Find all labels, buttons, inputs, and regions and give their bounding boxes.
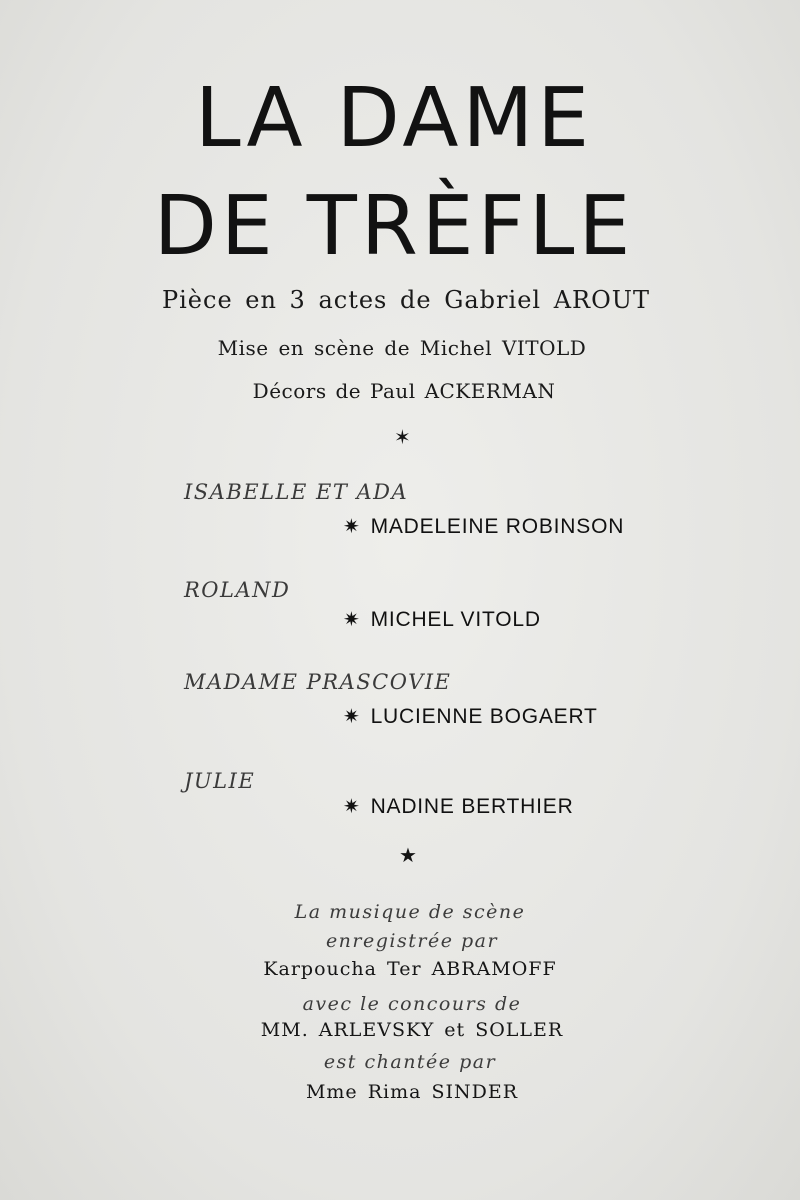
cast-role: ISABELLE ET ADA	[184, 480, 409, 504]
actor-name: LUCIENNE BOGAERT	[370, 705, 598, 728]
cast-actor	[343, 609, 541, 630]
music-credit-line: est chantée par	[323, 1051, 497, 1073]
music-credit-line: La musique de scène	[294, 901, 526, 923]
star-ornament-icon: ✶	[394, 425, 411, 449]
music-credit-line: enregistrée par	[325, 930, 499, 952]
cast-actor	[343, 796, 574, 817]
music-credit-line: MM. ARLEVSKY et SOLLER	[260, 1019, 564, 1041]
cast-actor	[343, 516, 624, 537]
staging-credit: Mise en scène de Michel VITOLD	[217, 336, 587, 360]
asterisk-icon: ✷	[343, 607, 361, 631]
actor-name: MADELEINE ROBINSON	[370, 515, 625, 538]
cast-role: ROLAND	[184, 578, 291, 602]
actor-name: NADINE BERTHIER	[370, 795, 574, 818]
asterisk-icon: ✷	[343, 794, 361, 818]
cast-role: MADAME PRASCOVIE	[184, 670, 452, 694]
asterisk-icon: ✷	[343, 514, 361, 538]
music-credit-line: avec le concours de	[302, 993, 522, 1015]
asterisk-icon: ✷	[343, 704, 361, 728]
sets-credit: Décors de Paul ACKERMAN	[252, 379, 556, 403]
title-line-2: DE TRÈFLE	[153, 179, 635, 274]
music-credit-line: Mme Rima SINDER	[305, 1081, 519, 1103]
music-credit-line: Karpoucha Ter ABRAMOFF	[263, 958, 557, 980]
star-ornament-icon: ★	[399, 843, 417, 867]
play-credit: Pièce en 3 actes de Gabriel AROUT	[161, 286, 651, 314]
title-line-1: LA DAME	[194, 71, 594, 166]
cast-actor	[343, 706, 598, 727]
actor-name: MICHEL VITOLD	[370, 608, 541, 631]
cast-role: JULIE	[184, 769, 256, 793]
